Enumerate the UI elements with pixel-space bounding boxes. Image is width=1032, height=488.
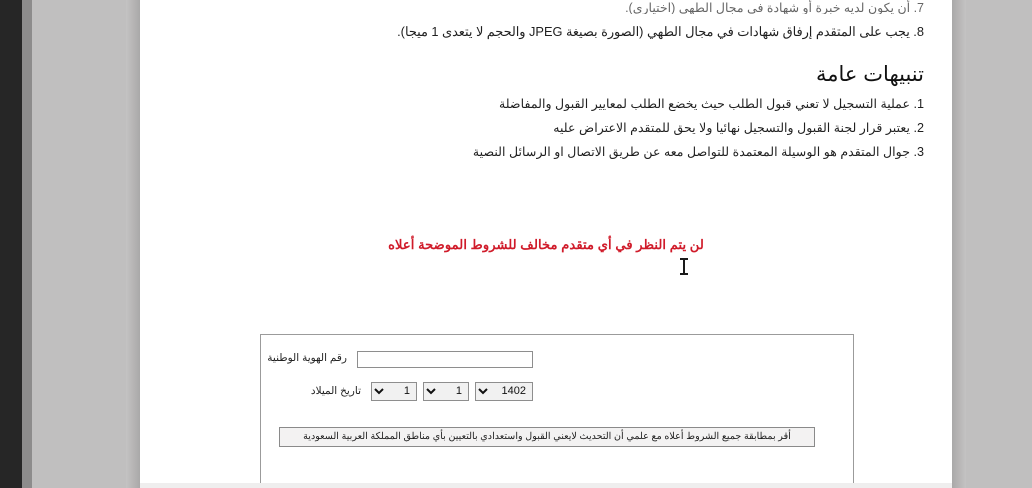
page-right-shadow xyxy=(952,0,966,488)
birth-day-select[interactable] xyxy=(371,382,417,401)
note-item: 1. عملية التسجيل لا تعني قبول الطلب حيث يخضع الطلب لمعايير القبول والمفاضلة xyxy=(499,97,924,111)
note-item: 2. يعتبر قرار لجنة القبول والتسجيل نهائيا ولا يحق للمتقدم الاعتراض عليه xyxy=(553,121,924,135)
section-title-general-notices: تنبيهات عامة xyxy=(816,63,924,86)
agree-submit-button[interactable]: أقر بمطابقة جميع الشروط أعلاه مع علمي أن التحديث لايعني القبول واستعدادي بالتعيين بأي مناطق المملكة العربية السعودية xyxy=(279,427,815,447)
general-notes-list xyxy=(168,96,924,159)
national-id-input[interactable] xyxy=(357,351,533,368)
birth-month-select[interactable] xyxy=(423,382,469,401)
birth-date-row xyxy=(261,382,853,401)
page-bottom-edge xyxy=(140,483,952,488)
requirement-8: 8. يجب على المتقدم إرفاق شهادات في مجال الطهي (الصورة بصيغة JPEG والحجم لا يتعدى 1 ميجا). xyxy=(397,24,924,39)
national-id-label: رقم الهوية الوطنية xyxy=(267,352,347,365)
national-id-row xyxy=(261,349,853,368)
note-item: 3. جوال المتقدم هو الوسيلة المعتمدة للتواصل معه عن طريق الاتصال او الرسائل النصية xyxy=(472,145,924,159)
text-cursor-icon xyxy=(683,258,685,275)
page-left-shadow xyxy=(126,0,140,488)
left-gray-margin xyxy=(22,0,32,488)
birth-year-select[interactable] xyxy=(475,382,533,401)
birth-date-label: تاريخ الميلاد xyxy=(310,385,361,397)
registration-form xyxy=(260,334,854,484)
requirement-7-clipped: 7. أن يكون لديه خبرة أو شهادة في مجال الطهي (اختياري). xyxy=(625,1,924,14)
left-dark-margin xyxy=(0,0,22,488)
warning-text: لن يتم النظر في أي متقدم مخالف للشروط الموضحة أعلاه xyxy=(388,237,704,252)
document-page xyxy=(140,0,952,488)
